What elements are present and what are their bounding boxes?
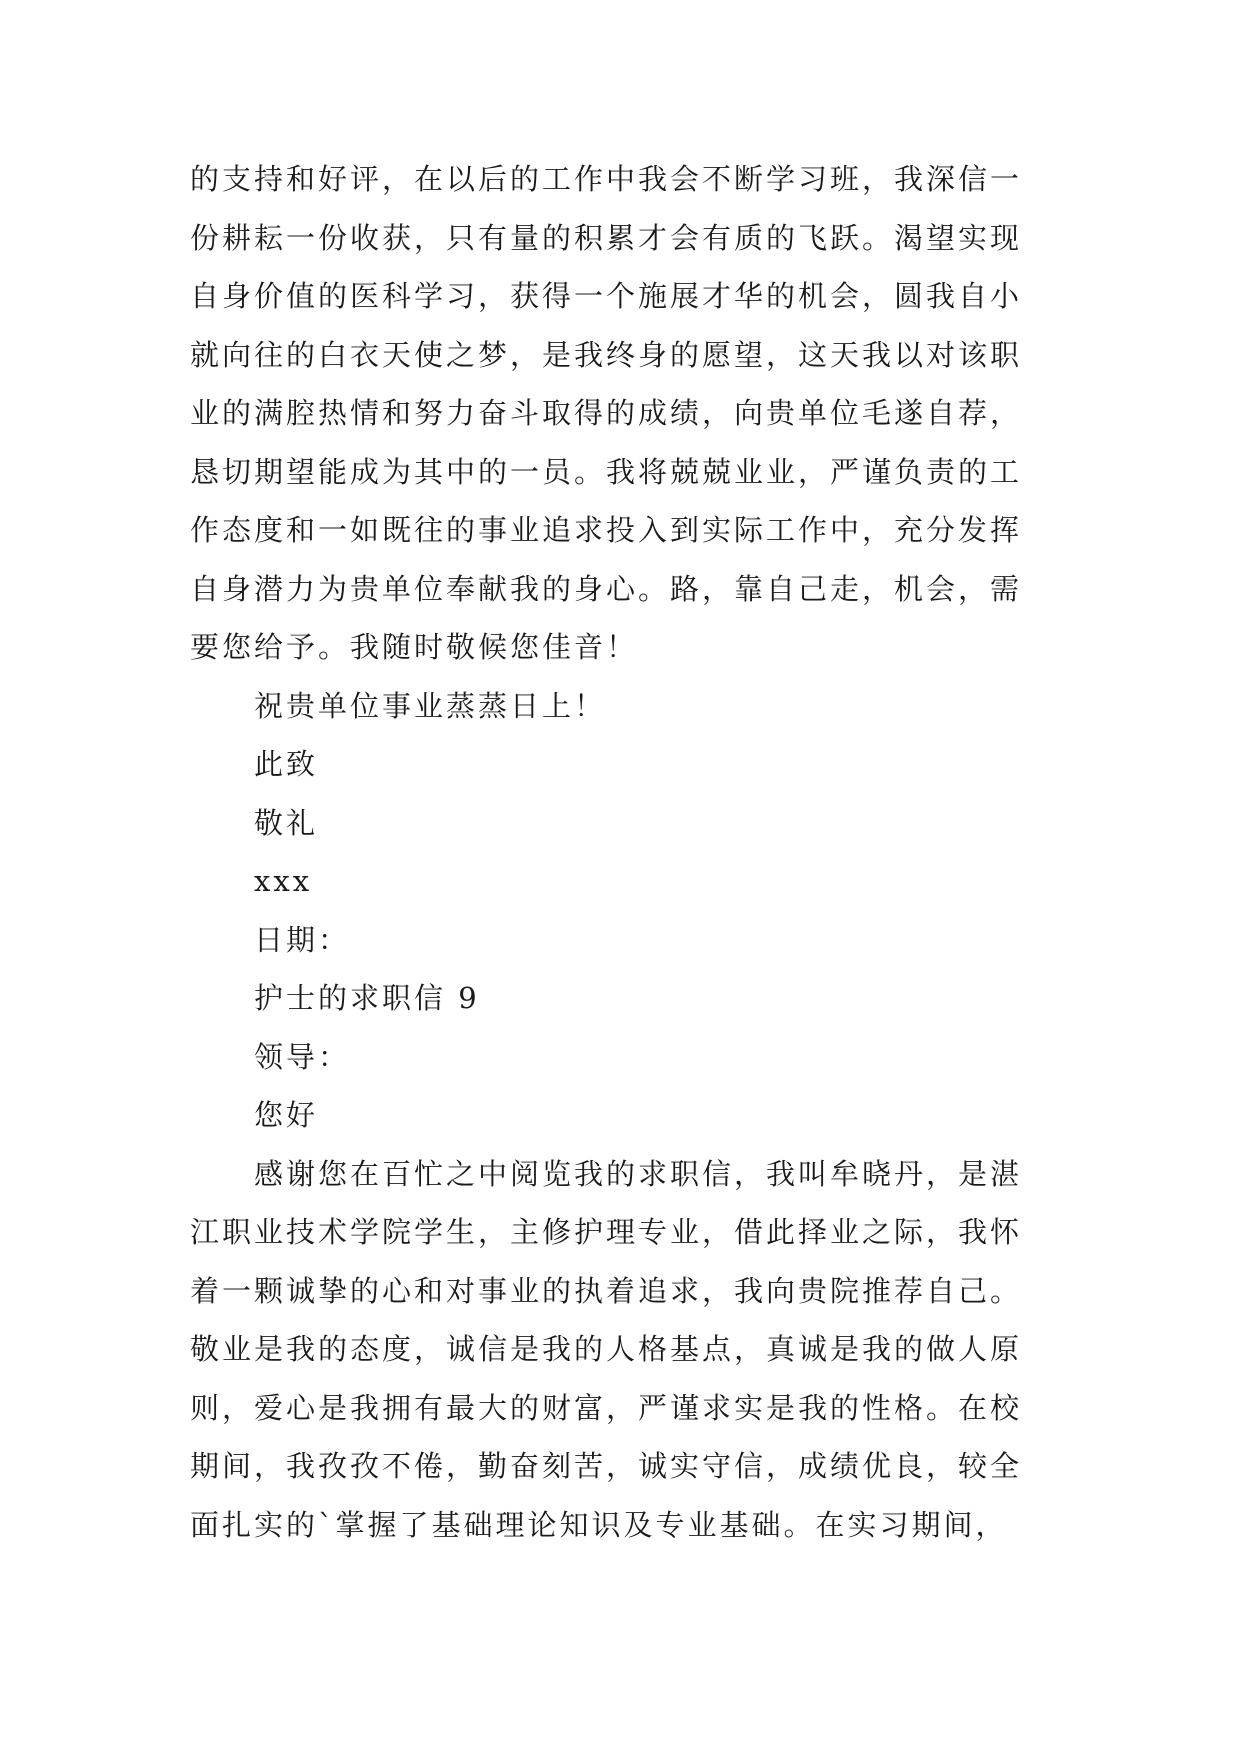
text-line: 领导： — [254, 1039, 351, 1074]
text-line: 期间，我孜孜不倦，勤奋刻苦，诚实守信，成绩优良，较全 — [190, 1449, 1023, 1483]
text-line: 着一颗诚挚的心和对事业的执着追求，我向贵院推荐自己。 — [190, 1273, 1023, 1308]
text-line: 江职业技术学院学生，主修护理专业，借此择业之际，我怀 — [190, 1215, 1023, 1249]
text-line: 要您给予。我随时敬候您佳音！ — [190, 630, 639, 664]
text-line: 恳切期望能成为其中的一员。我将兢兢业业，严谨负责的工 — [190, 454, 1023, 489]
document-body — [190, 150, 1050, 1554]
text-line: 作态度和一如既往的事业追求投入到实际工作中，充分发挥 — [190, 513, 1023, 547]
text-line: 则，爱心是我拥有最大的财富，严谨求实是我的性格。在校 — [190, 1390, 1023, 1425]
text-line: 面扎实的`掌握了基础理论知识及专业基础。在实习期间， — [190, 1507, 1008, 1542]
text-line: 自身价值的医科学习，获得一个施展才华的机会，圆我自小 — [190, 279, 1023, 313]
text-line: 就向往的白衣天使之梦，是我终身的愿望，这天我以对该职 — [190, 337, 1023, 372]
text-line: 此致 — [254, 747, 319, 781]
text-line: 感谢您在百忙之中阅览我的求职信，我叫牟晓丹，是湛 — [254, 1156, 1023, 1191]
text-line: 的支持和好评，在以后的工作中我会不断学习班，我深信一 — [190, 162, 1023, 196]
text-line: 您好 — [254, 1098, 319, 1132]
text-line: 业的满腔热情和努力奋斗取得的成绩，向贵单位毛遂自荐， — [190, 396, 1023, 430]
text-line: 祝贵单位事业蒸蒸日上！ — [254, 688, 607, 723]
text-line: 敬礼 — [254, 805, 319, 840]
text-line: xxx — [254, 864, 313, 898]
text-line: 份耕耘一份收获，只有量的积累才会有质的飞跃。渴望实现 — [190, 220, 1023, 255]
text-line: 敬业是我的态度，诚信是我的人格基点，真诚是我的做人原 — [190, 1332, 1023, 1366]
text-line: 自身潜力为贵单位奉献我的身心。路，靠自己走，机会，需 — [190, 571, 1023, 606]
text-line: 日期： — [254, 922, 351, 957]
text-line: 护士的求职信 9 — [254, 981, 480, 1015]
